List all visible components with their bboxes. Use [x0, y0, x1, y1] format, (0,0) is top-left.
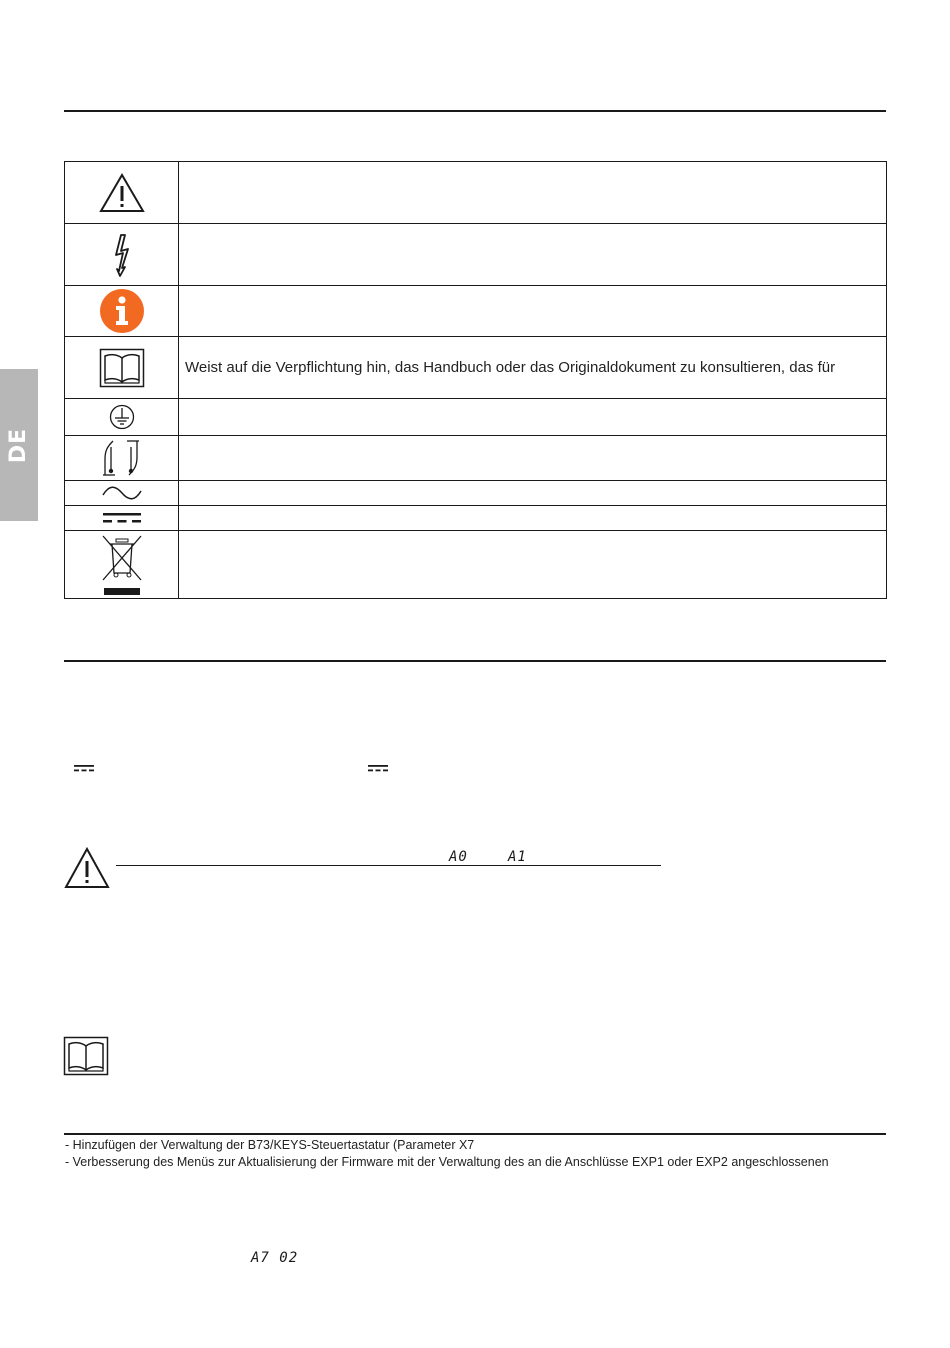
dc-symbol-icon — [368, 765, 388, 773]
symbol-description — [179, 506, 887, 531]
symbol-row-dc — [65, 506, 887, 531]
symbol-description — [179, 162, 887, 224]
symbol-row-info — [65, 286, 887, 337]
symbol-description — [179, 436, 887, 481]
manual-book-icon — [99, 348, 145, 388]
symbol-row-manual — [65, 337, 887, 399]
symbol-cell-icon — [65, 224, 179, 286]
changelog-line: - Verbesserung des Menüs zur Aktualisierung der Firmware mit der Verwaltung des an die Anschlüsse EXP1 oder EXP2 angeschlossenen — [65, 1155, 829, 1169]
warning-triangle-icon — [63, 846, 111, 890]
warning-triangle-icon — [98, 172, 146, 214]
direct-current-icon — [102, 511, 142, 525]
symbol-cell-icon — [65, 506, 179, 531]
section-rule-middle — [64, 660, 886, 662]
display-code-a0: A0 — [449, 849, 468, 865]
symbol-cell-icon — [65, 337, 179, 399]
temperature-limits-icon — [99, 439, 145, 477]
symbol-cell-icon — [65, 399, 179, 436]
symbol-cell-icon — [65, 531, 179, 599]
symbol-description — [179, 224, 887, 286]
symbol-description — [179, 286, 887, 337]
section-rule-top — [64, 110, 886, 112]
display-code-a1: A1 — [508, 849, 527, 865]
symbol-cell-icon — [65, 162, 179, 224]
changelog-line: - Hinzufügen der Verwaltung der B73/KEYS-Steuertastatur (Parameter X7 — [65, 1138, 475, 1152]
alternating-current-icon — [101, 485, 143, 501]
section-rule-bottom — [64, 1133, 886, 1135]
symbol-description — [179, 399, 887, 436]
lightning-bolt-icon — [112, 233, 132, 277]
weee-crossed-bin-icon — [100, 533, 144, 597]
symbol-description: Weist auf die Verpflichtung hin, das Handbuch oder das Originaldokument zu konsultieren, das für — [179, 337, 887, 399]
symbol-row-weee — [65, 531, 887, 599]
symbols-table — [64, 161, 887, 599]
dc-symbol-icon — [74, 765, 94, 773]
protective-earth-icon — [109, 404, 135, 430]
symbol-row-warning — [65, 162, 887, 224]
display-code-a702: A7 02 — [251, 1250, 299, 1266]
symbol-row-temperature — [65, 436, 887, 481]
info-icon — [99, 288, 145, 334]
symbol-cell-icon — [65, 436, 179, 481]
language-tab — [0, 369, 38, 521]
symbol-cell-icon — [65, 481, 179, 506]
symbol-description — [179, 481, 887, 506]
manual-book-icon — [63, 1036, 109, 1076]
warning-underline — [116, 865, 661, 866]
symbol-row-earth — [65, 399, 887, 436]
language-tab-label: DE — [6, 427, 32, 463]
symbol-row-ac — [65, 481, 887, 506]
symbol-cell-icon — [65, 286, 179, 337]
symbol-row-lightning — [65, 224, 887, 286]
symbol-description — [179, 531, 887, 599]
